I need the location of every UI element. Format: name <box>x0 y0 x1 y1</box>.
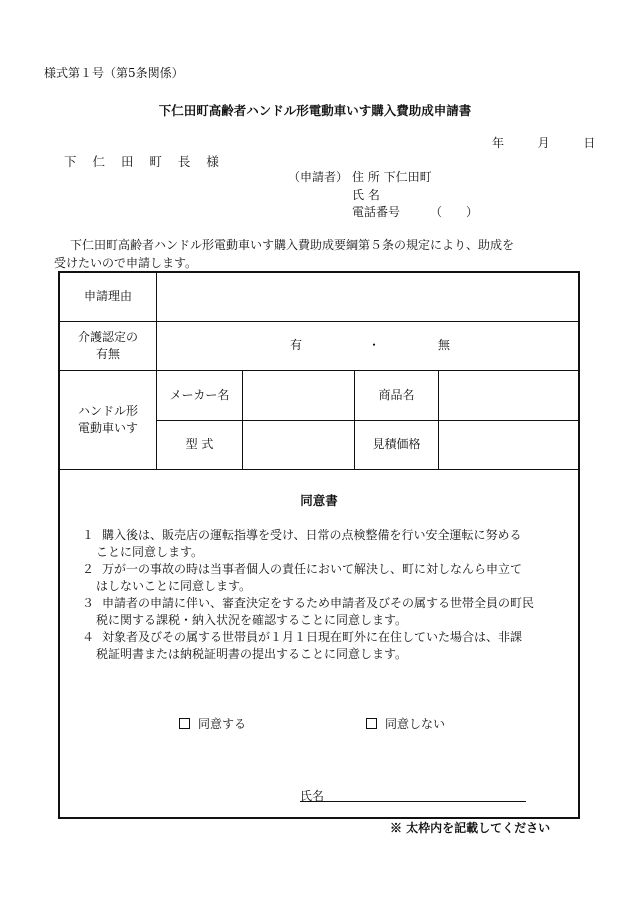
care-option-separator: ・ <box>367 338 380 353</box>
disagree-label: 同意しない <box>385 717 446 731</box>
addressee: 下 仁 田 町 長 様 <box>64 154 225 169</box>
date-day: 日 <box>583 136 596 150</box>
intro-line-1: 下仁田町高齢者ハンドル形電動車いす購入費助成要綱第５条の規定により、助成を <box>70 238 515 252</box>
estimate-label: 見積価格 <box>372 437 421 452</box>
signature-label: 氏名 <box>300 789 325 803</box>
applicant-label: （申請者） <box>288 170 349 184</box>
care-option-no[interactable]: 無 <box>437 338 450 353</box>
reason-label: 申請理由 <box>83 289 132 304</box>
date-year: 年 <box>492 136 505 150</box>
checkbox-icon[interactable] <box>366 718 377 729</box>
applicant-name[interactable]: 氏 名 <box>352 188 380 202</box>
intro-text <box>54 236 576 272</box>
agree-option[interactable] <box>179 715 246 732</box>
care-option-yes[interactable]: 有 <box>289 338 302 353</box>
consent-title: 同意書 <box>300 493 338 508</box>
maker-input[interactable] <box>243 371 354 420</box>
product-input[interactable] <box>439 371 578 420</box>
document-title: 下仁田町高齢者ハンドル形電動車いす購入費助成申請書 <box>158 103 472 118</box>
consent-clause-4: ４ 対象者及びその属する世帯員が１月１日現在町外に在住していた場合は、非課 税証明書または納税証明書の提出することに同意します。 <box>82 630 523 661</box>
intro-line-2: 受けたいので申請します。 <box>54 256 198 270</box>
signature-line[interactable] <box>300 801 526 802</box>
date-month: 月 <box>537 136 550 150</box>
agree-label: 同意する <box>198 717 247 731</box>
footer-note: ※ 太枠内を記載してください <box>390 821 551 835</box>
date-line <box>492 136 595 150</box>
disagree-option[interactable] <box>366 715 445 732</box>
application-form-box <box>58 271 580 819</box>
maker-label: メーカー名 <box>169 387 230 402</box>
form-number: 様式第１号（第5条関係） <box>44 66 184 80</box>
applicant-phone[interactable]: 電話番号 （ ） <box>352 205 479 219</box>
consent-clause-1: １ 購入後は、販売店の運転指導を受け、日常の点検整備を行い安全運転に努める ことに同意します。 <box>82 528 522 559</box>
applicant-address[interactable]: 住 所 下仁田町 <box>352 170 432 184</box>
reason-input[interactable] <box>157 273 578 321</box>
model-label: 型 式 <box>185 437 214 452</box>
wheelchair-label: ハンドル形 電動車いす <box>77 403 138 435</box>
consent-clause-2: ２ 万が一の事故の時は当事者個人の責任において解決し、町に対しなんら申立て はしないことに同意します。 <box>82 562 523 593</box>
estimate-input[interactable] <box>439 421 578 469</box>
checkbox-icon[interactable] <box>179 718 190 729</box>
consent-clause-3: ３ 申請者の申請に伴い、審査決定をするため申請者及びその属する世帯全員の町民 税に関する課税・納入状況を確認することに同意します。 <box>82 596 535 627</box>
care-cert-label: 介護認定の 有無 <box>77 329 138 361</box>
model-input[interactable] <box>243 421 354 469</box>
product-label: 商品名 <box>378 387 415 402</box>
